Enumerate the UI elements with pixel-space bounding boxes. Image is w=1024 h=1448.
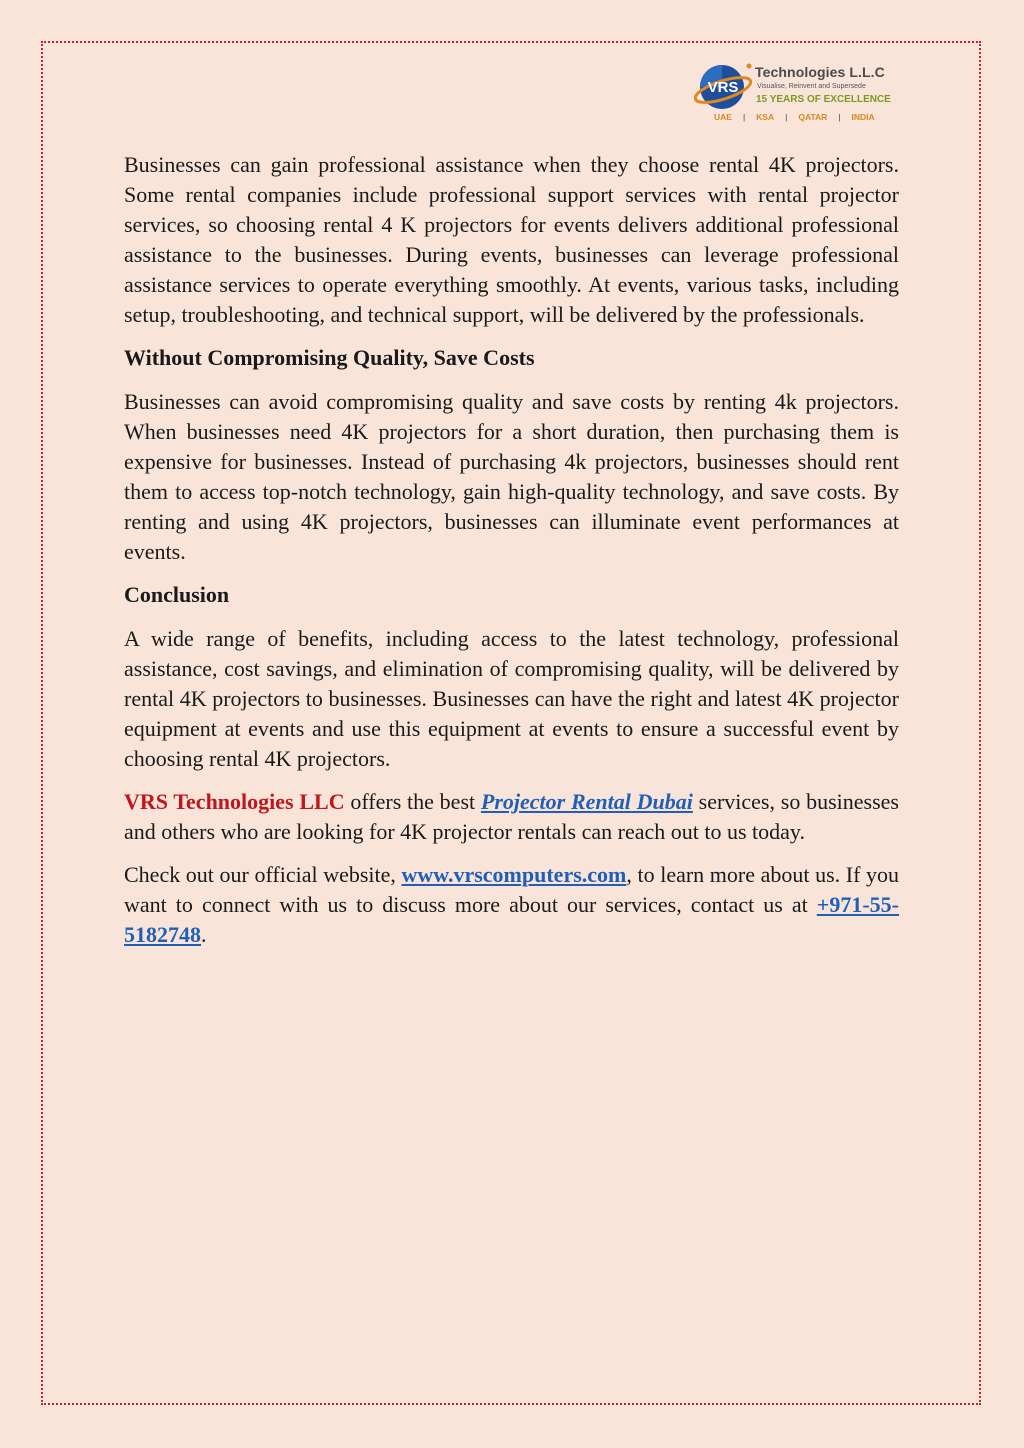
contact-text-before-website: Check out our official website, bbox=[124, 862, 402, 887]
paragraph-conclusion: A wide range of benefits, including access to the latest technology, professional assistance, cost savings, and elimination of compromising quality, will be delivered by rental 4K projectors to businesses. Businesses can have the right and latest 4K projector equipment at events and use this equipment at events to ensure a successful event by choosing rental 4K projectors. bbox=[124, 626, 899, 771]
logo-years-of-excellence: 15 YEARS OF EXCELLENCE bbox=[756, 94, 891, 105]
region-separator: | bbox=[785, 112, 788, 122]
region-qatar: QATAR bbox=[798, 112, 828, 122]
offer-text-after-link: services, so businesses and others who are looking for 4K projector rentals can reach out to us today. bbox=[124, 789, 899, 844]
region-separator: | bbox=[742, 112, 746, 122]
region-ksa: KSA bbox=[756, 112, 775, 122]
company-logo bbox=[694, 56, 904, 128]
paragraph-save-costs: Businesses can avoid compromising quality and save costs by renting 4k projectors. When businesses need 4K projectors for a short duration, then purchasing them is expensive for businesses. Instead of purchasing 4k projectors, businesses should rent them to access top-notch technology, gain high-quality technology, and save costs. By renting and using 4K projectors, businesses can illuminate event performances at events. bbox=[124, 389, 899, 564]
company-name: VRS Technologies LLC bbox=[124, 789, 345, 814]
paragraph-company-offer bbox=[124, 787, 899, 847]
logo-tagline: Visualise, Reinvent and Supersede bbox=[757, 83, 866, 90]
phone-link[interactable]: +971-55-5182748 bbox=[124, 892, 899, 947]
contact-text-after-website: , to learn more about us. If you want to connect with us to discuss more about our services, contact us at bbox=[124, 862, 900, 917]
paragraph-contact bbox=[124, 860, 899, 950]
vrs-globe-logo-icon bbox=[694, 60, 754, 112]
paragraph-professional-assistance: Businesses can gain professional assistance when they choose rental 4K projectors. Some rental companies include professional support services with rental projector services, so choosing rental 4 K projectors for events delivers additional professional assistance to the businesses. During events, businesses can leverage professional assistance services to operate everything smoothly. At events, various tasks, including setup, troubleshooting, and technical support, will be delivered by the professionals. bbox=[124, 152, 899, 327]
article-body bbox=[124, 150, 899, 963]
region-uae: UAE bbox=[714, 112, 732, 122]
region-india: INDIA bbox=[851, 112, 875, 122]
region-separator: | bbox=[838, 112, 841, 122]
projector-rental-dubai-link[interactable]: Projector Rental Dubai bbox=[480, 789, 693, 814]
logo-letters: VRS bbox=[707, 79, 739, 96]
logo-brand-name: Technologies L.L.C bbox=[755, 64, 885, 80]
website-link[interactable]: www.vrscomputers.com bbox=[401, 862, 627, 887]
logo-regions bbox=[714, 112, 875, 122]
offer-text-before-link: offers the best bbox=[344, 789, 481, 814]
heading-conclusion: Conclusion bbox=[124, 582, 230, 607]
contact-text-end: . bbox=[201, 922, 207, 947]
heading-save-costs: Without Compromising Quality, Save Costs bbox=[124, 345, 535, 370]
